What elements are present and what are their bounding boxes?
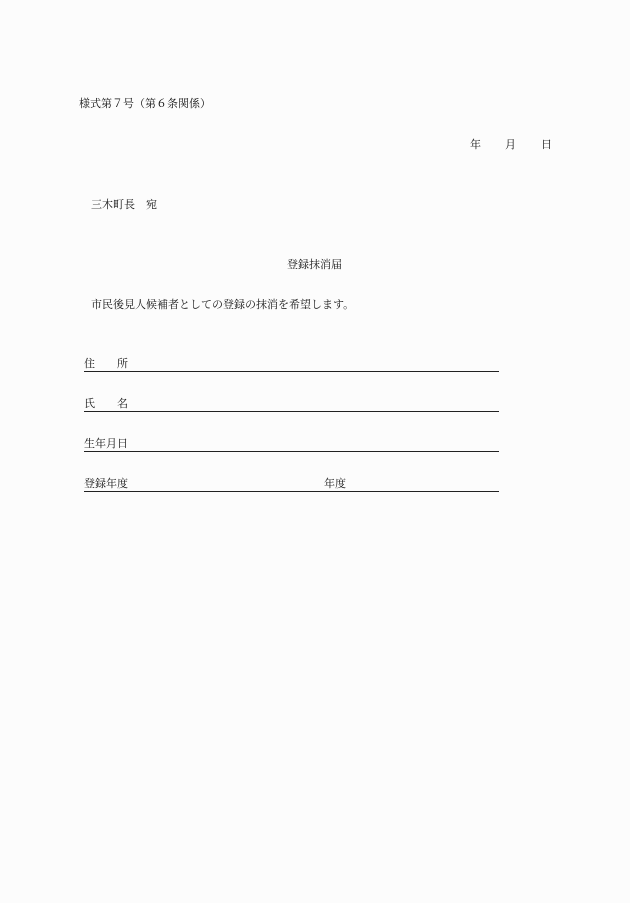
document-title: 登録抹消届	[287, 258, 342, 271]
date-year-label: 年	[470, 138, 481, 151]
registration-year-suffix: 年度	[324, 477, 346, 490]
form-number: 様式第７号（第６条関係）	[79, 97, 211, 110]
date-day-label: 日	[541, 138, 552, 151]
address-field	[84, 357, 499, 372]
address-label: 住 所	[84, 357, 128, 370]
name-field	[84, 397, 499, 412]
registration-year-field	[84, 477, 499, 492]
body-text: 市民後見人候補者としての登録の抹消を希望します。	[91, 298, 355, 311]
date-line	[470, 138, 552, 152]
birthdate-field	[84, 437, 499, 452]
registration-year-label: 登録年度	[84, 477, 128, 490]
name-label: 氏 名	[84, 397, 128, 410]
addressee: 三木町長 宛	[91, 198, 157, 211]
date-month-label: 月	[505, 138, 516, 151]
birthdate-label: 生年月日	[84, 437, 128, 450]
